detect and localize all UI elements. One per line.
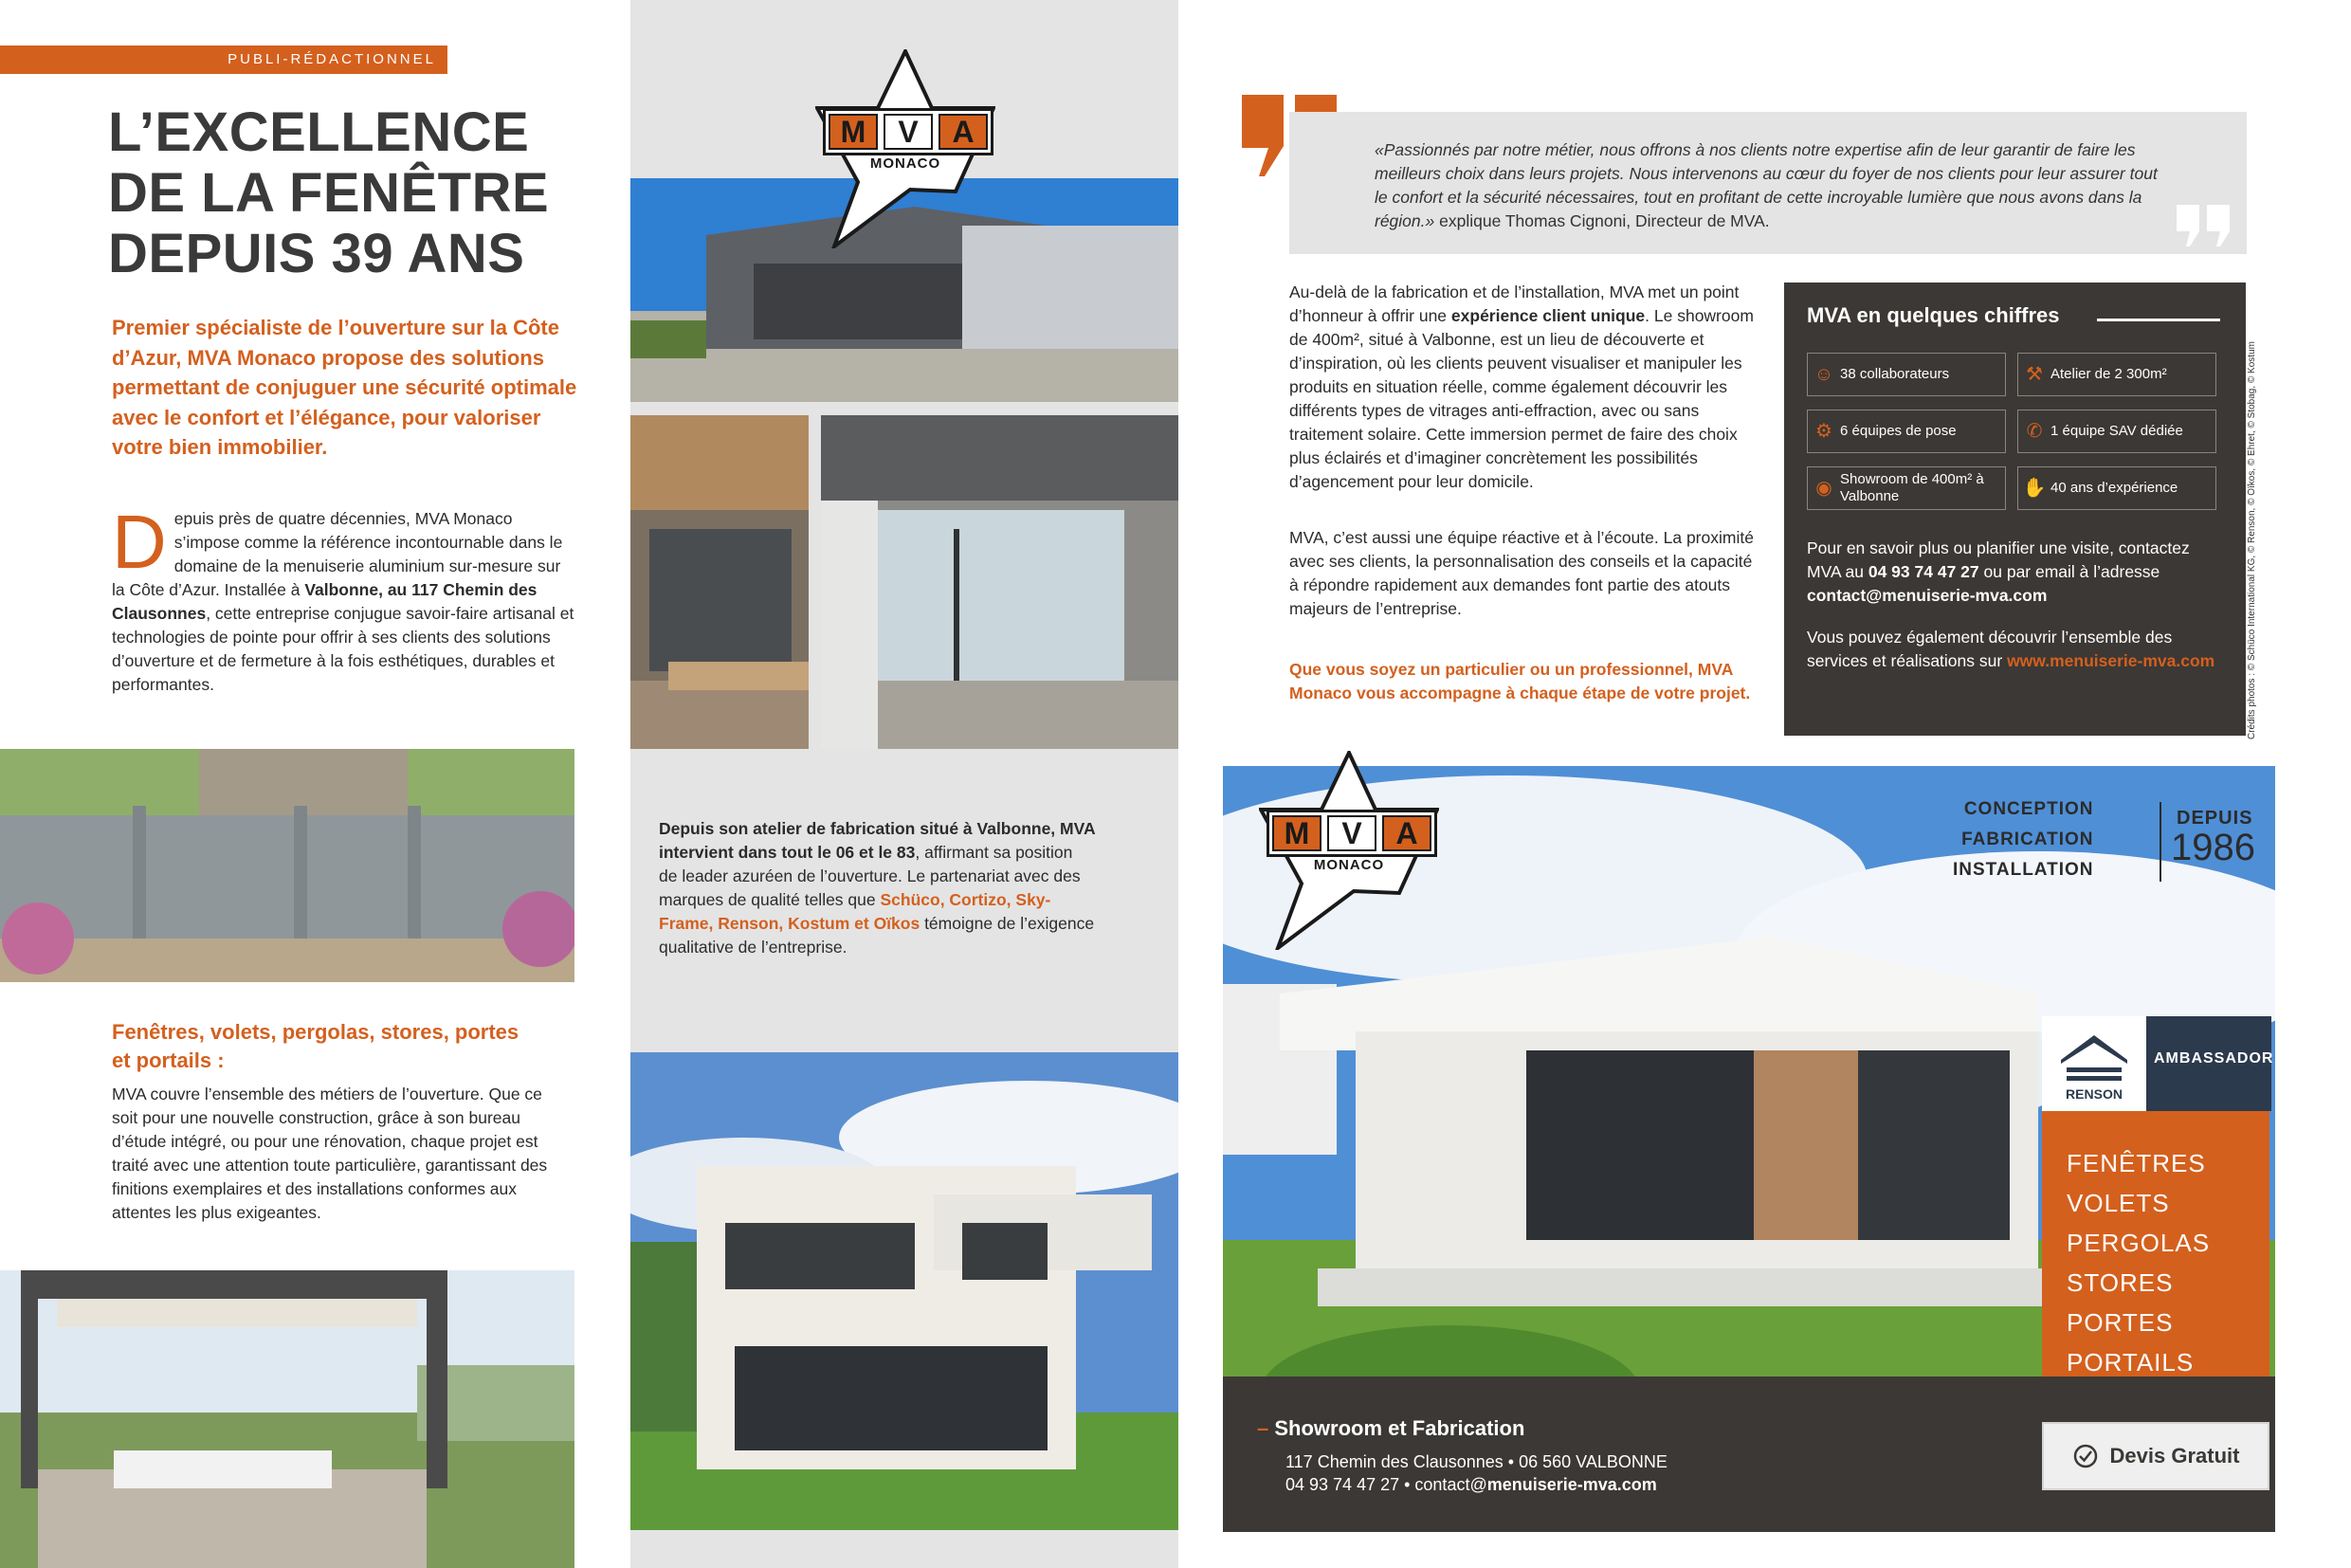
p4-text-a: Au-delà de la fabrication et de l’installation, MVA met un point d’honneur à offrir une (1289, 283, 1740, 325)
fact-collaborators (1807, 353, 2006, 396)
p3-brands: Schüco, Cortizo, Sky-Frame, Renson, Kostum et Oïkos (659, 890, 1051, 933)
ad-separator (2160, 802, 2161, 882)
body-paragraph-3 (659, 817, 1095, 959)
ambassador-label: AMBASSADOR (2154, 1050, 2274, 1067)
ad-product-fenetres: FENÊTRES (2067, 1149, 2206, 1177)
fact-label: 38 collaborateurs (1840, 366, 1950, 382)
ad-showroom-title (1257, 1416, 1524, 1441)
service-icon: ✆ (2026, 421, 2043, 442)
title-line-3: DEPUIS 39 ANS (108, 223, 525, 284)
body-paragraph-2: MVA couvre l’ensemble des métiers de l’ouverture. Que ce soit pour une nouvelle construction, grâce à son bureau d’étude intégré, ou pour une rénovation, chaque projet est traité avec une attention toute particulière, garantissant des finitions exemplaires et des installations conformes aux attentes les plus exigeantes. (112, 1085, 548, 1222)
p3-text-d: témoigne de l’exigence qualitative de l’entreprise. (659, 914, 1095, 957)
quote-italic: «Passionnés par notre métier, nous offrons à nos clients notre expertise afin de leur garantir de faire les meilleurs choix dans leurs projets. Nous intervenons au cœur du foyer de nos clients pour leur assurer tout le confort et la sécurité nécessaires, tout en profitant de cette incroyable lumière que nous avons dans la région.» (1375, 140, 2158, 230)
quote-attribution: explique Thomas Cignoni, Directeur de MVA. (1434, 211, 1770, 230)
ad-depuis: DEPUIS (2177, 808, 2253, 829)
ad-product-portails: PORTAILS (2067, 1348, 2195, 1377)
photo-credits (2247, 341, 2266, 739)
intro-text-c: propose des solutions permettant de conjuguer une sécurité optimale avec le confort et l’élégance, pour valoriser votre bien immobilier. (112, 345, 577, 459)
facts-title-rule (2097, 319, 2220, 321)
ad-dash: – (1257, 1416, 1275, 1440)
title-line-1: L’EXCELLENCE (108, 101, 530, 163)
intro-text-brand: MVA Monaco (187, 345, 317, 370)
website-text: Vous pouvez également découvrir l’ensemble des services et réalisations sur (1807, 628, 2173, 670)
website-link[interactable]: www.menuiserie-mva.com (2007, 651, 2215, 670)
ad-product-stores: STORES (2067, 1268, 2174, 1297)
ad-service-fabrication: FABRICATION (1961, 830, 2094, 849)
ad-service-conception: CONCEPTION (1963, 799, 2094, 819)
page-title (108, 102, 639, 284)
ad-product-volets: VOLETS (2067, 1189, 2170, 1217)
body-paragraph-1 (112, 500, 576, 697)
ad-logo-letter-a: A (1382, 815, 1431, 851)
ad-logo-monaco: MONACO (1313, 857, 1385, 873)
installer-icon: ⚙ (1815, 421, 1832, 442)
fact-workshop (2017, 353, 2216, 396)
mva-letters (823, 108, 993, 155)
p1-address: Valbonne, au 117 Chemin des Clausonnes (112, 580, 538, 623)
fact-label: 6 équipes de pose (1840, 423, 1957, 439)
body-paragraph-5: MVA, c’est aussi une équipe réactive et à l’écoute. La proximité avec ses clients, la personnalisation des conseils et la capacité à répondre rapidement aux demandes font partie des atouts majeurs de l’entreprise. (1289, 528, 1754, 618)
ad-address-line: 117 Chemin des Clausonnes • 06 560 VALBONNE (1285, 1452, 1668, 1471)
handshake-icon: ✋ (2022, 478, 2047, 499)
ad-year: 1986 (2171, 827, 2255, 868)
logo-letter-v: V (884, 114, 933, 150)
publi-tag: PUBLI-RÉDACTIONNEL (0, 46, 447, 74)
p4-text-c: . Le showroom de 400m², situé à Valbonne, est un lieu de découverte et d’inspiration, où les clients peuvent visualiser et manipuler les produits en situation réelle, comme également découvrir les différents types de vitrages anti-effraction, avec ou sans traitement solaire. Cette immersion permet de faire des choix plus éclairés et d’imaginer concrètement les possibilités d’agencement pour leur domicile. (1289, 306, 1754, 491)
photo-showroom-interior-2 (821, 415, 1178, 749)
facts-contact (1807, 537, 2224, 608)
fact-experience (2017, 466, 2216, 510)
logo-letter-a: A (939, 114, 988, 150)
fact-label: Atelier de 2 300m² (2050, 366, 2167, 382)
photo-showroom-interior-1 (630, 415, 809, 749)
fact-label: 40 ans d’expérience (2050, 480, 2178, 496)
workshop-icon: ⚒ (2026, 364, 2043, 385)
contact-email-link[interactable]: contact@menuiserie-mva.com (1807, 586, 2048, 605)
devis-button[interactable] (2042, 1422, 2269, 1490)
fact-install-teams (1807, 410, 2006, 453)
fact-showroom (1807, 466, 2006, 510)
mva-logo (815, 49, 995, 248)
contact-phone[interactable]: 04 93 74 47 27 (1868, 562, 1979, 581)
p3-text-a: Depuis son atelier de fabrication situé à Valbonne, MVA intervient dans tout le 06 et le 83 (659, 819, 1095, 862)
p1-text-a: epuis près de quatre décennies, MVA Monaco s’impose comme la référence incontournable dans le domaine de la menuiserie aluminium sur-mesure sur la Côte d’Azur. Installée à (112, 509, 563, 599)
intro-text-a: Premier spécialiste de l’ouverture sur la Côte d’Azur, (112, 316, 559, 370)
ad-showroom-label: Showroom et Fabrication (1274, 1416, 1525, 1440)
renson-label: RENSON (2066, 1086, 2123, 1102)
body-paragraph-4 (1289, 281, 1754, 494)
p3-text-b: , affirmant sa position de leader azuréen de l’ouverture. Le partenariat avec des marques de qualité telles que (659, 843, 1081, 909)
ad-product-pergolas: PERGOLAS (2067, 1229, 2211, 1257)
ad-address (1285, 1450, 1668, 1496)
ad-logo-letter-m: M (1272, 815, 1321, 851)
check-circle-icon (2072, 1443, 2099, 1469)
photo-pergola (0, 1270, 574, 1568)
p1-text-c: , cette entreprise conjugue savoir-faire artisanal et technologies de pointe pour offrir à ses clients des solutions d’ouverture et de fermeture à la fois esthétiques, durables et performantes. (112, 604, 574, 694)
drop-cap: D (112, 500, 167, 584)
fact-label: Showroom de 400m² à Valbonne (1840, 471, 1984, 504)
credits-text: Crédits photos : © Schüco International KG, © Renson, © Oïkos, © Ehret, © Stobag, © Kostum (2247, 341, 2257, 739)
facts-title: MVA en quelques chiffres (1807, 303, 2060, 327)
ad-logo-letter-v: V (1327, 815, 1376, 851)
ad-service-installation: INSTALLATION (1953, 860, 2094, 880)
contact-text-b: ou par email à l’adresse (1978, 562, 2160, 581)
logo-letter-m: M (829, 114, 878, 150)
logo-monaco: MONACO (869, 155, 941, 172)
title-line-2: DE LA FENÊTRE (108, 162, 550, 224)
ad-mva-letters (1267, 810, 1437, 857)
team-icon: ☺ (1813, 364, 1834, 385)
quote-text (1375, 138, 2171, 233)
eye-icon: ◉ (1815, 478, 1832, 499)
ad-services (1953, 794, 2094, 885)
contact-text-a: Pour en savoir plus ou planifier une visite, contactez MVA au (1807, 538, 2190, 581)
body-paragraph-6: Que vous soyez un particulier ou un professionnel, MVA Monaco vous accompagne à chaque étape de votre projet. (1289, 660, 1751, 702)
fact-sav-team (2017, 410, 2216, 453)
photo-modern-house (630, 1052, 1178, 1530)
intro-paragraph (112, 313, 586, 463)
facts-website (1807, 626, 2224, 673)
ad-contact-text: 04 93 74 47 27 • contact@ (1285, 1475, 1487, 1494)
quote-close-icon (2175, 203, 2233, 248)
photo-gate (0, 749, 574, 982)
devis-label: Devis Gratuit (2109, 1444, 2240, 1468)
ad-contact-line[interactable] (1285, 1473, 1668, 1496)
ad-contact-domain: menuiserie-mva.com (1486, 1475, 1657, 1494)
ad-mva-logo (1259, 751, 1439, 950)
fact-label: 1 équipe SAV dédiée (2050, 423, 2183, 439)
products-heading: Fenêtres, volets, pergolas, stores, portes et portails : (112, 1020, 519, 1072)
p4-highlight: expérience client unique (1450, 306, 1646, 325)
ad-product-portes: PORTES (2067, 1308, 2174, 1337)
